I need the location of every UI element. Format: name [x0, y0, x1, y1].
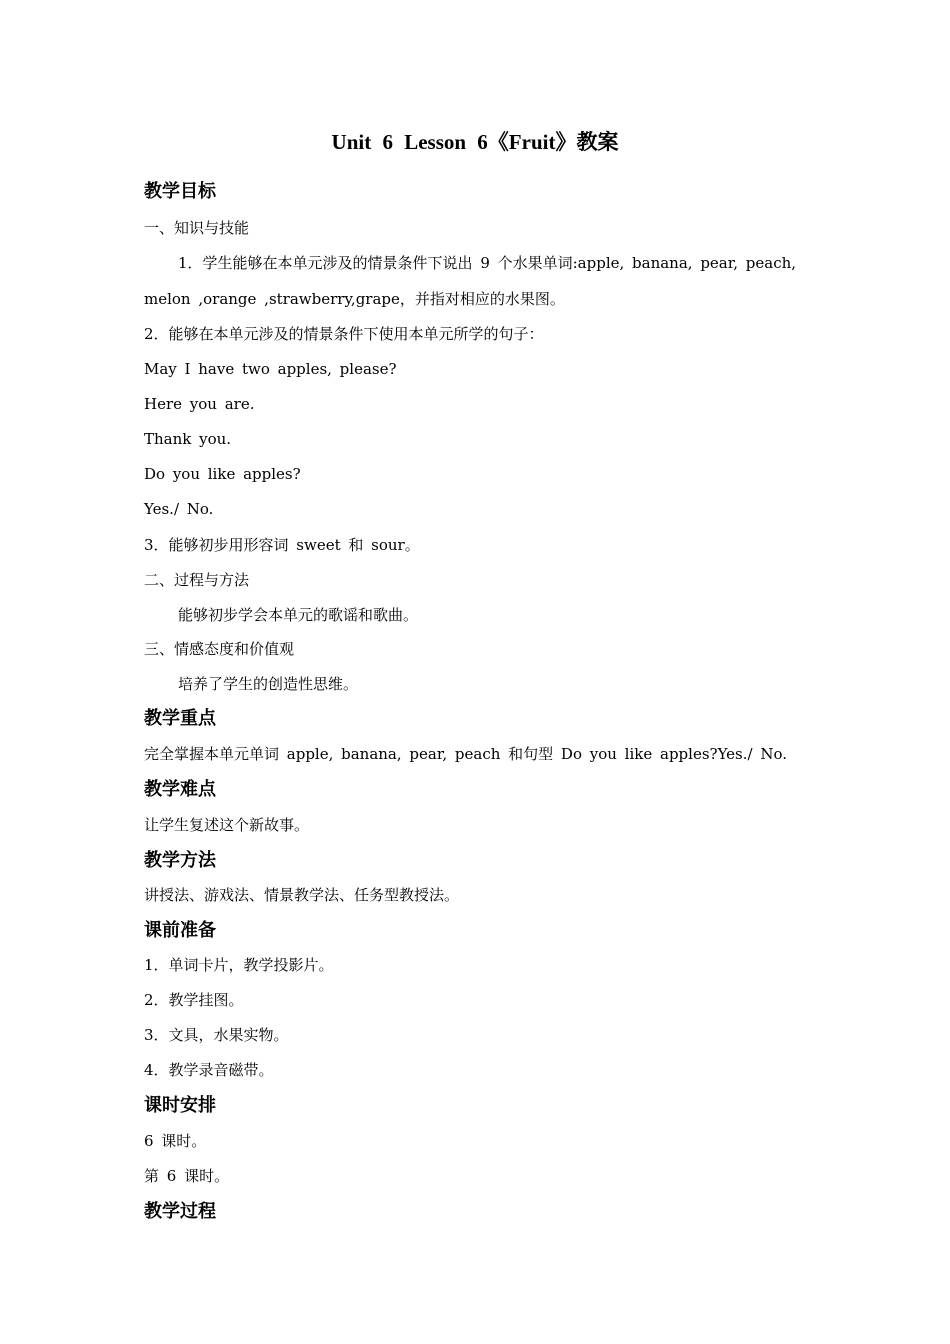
objectives-item1-line2: melon ,orange ,strawberry,grape，并指对相应的水果图。 — [144, 290, 565, 308]
sentence-line: Thank you. — [144, 430, 232, 448]
objectives-item2: 2．能够在本单元涉及的情景条件下使用本单元所学的句子： — [144, 325, 544, 343]
heading-preparation: 课前准备 — [144, 920, 216, 941]
schedule-line1: 6 课时。 — [144, 1132, 207, 1150]
heading-key-points: 教学重点 — [144, 708, 216, 729]
objectives-part1-label: 一、知识与技能 — [144, 219, 250, 237]
preparation-item: 4．教学录音磁带。 — [144, 1061, 274, 1079]
objectives-item1-line1: 1．学生能够在本单元涉及的情景条件下说出 9 个水果单词:apple, banana, pear, peach, — [178, 254, 797, 272]
key-points-text: 完全掌握本单元单词 apple, banana, pear, peach 和句型 Do you like apples?Yes./ No. — [144, 745, 787, 763]
schedule-line2: 第 6 课时。 — [144, 1167, 230, 1185]
document-title: Unit 6 Lesson 6《Fruit》教案 — [331, 130, 619, 154]
heading-schedule: 课时安排 — [144, 1095, 216, 1116]
objectives-item3: 3．能够初步用形容词 sweet 和 sour。 — [144, 536, 420, 554]
heading-difficulties: 教学难点 — [144, 779, 216, 800]
sentence-line: Yes./ No. — [144, 500, 214, 518]
heading-process: 教学过程 — [144, 1201, 216, 1222]
preparation-item: 1．单词卡片，教学投影片。 — [144, 956, 334, 974]
preparation-item: 2．教学挂图。 — [144, 991, 244, 1009]
sentence-line: May I have two apples, please? — [144, 360, 397, 378]
objectives-part2-label: 二、过程与方法 — [144, 571, 250, 589]
objectives-part3-label: 三、情感态度和价值观 — [144, 640, 295, 658]
difficulties-text: 让学生复述这个新故事。 — [144, 816, 310, 834]
methods-text: 讲授法、游戏法、情景教学法、任务型教授法。 — [144, 886, 460, 904]
objectives-part3-text: 培养了学生的创造性思维。 — [178, 675, 359, 693]
sentence-line: Do you like apples? — [144, 465, 301, 483]
heading-objectives: 教学目标 — [144, 181, 216, 202]
sentence-line: Here you are. — [144, 395, 255, 413]
preparation-item: 3．文具，水果实物。 — [144, 1026, 289, 1044]
objectives-part2-text: 能够初步学会本单元的歌谣和歌曲。 — [178, 606, 419, 624]
heading-methods: 教学方法 — [144, 850, 216, 871]
